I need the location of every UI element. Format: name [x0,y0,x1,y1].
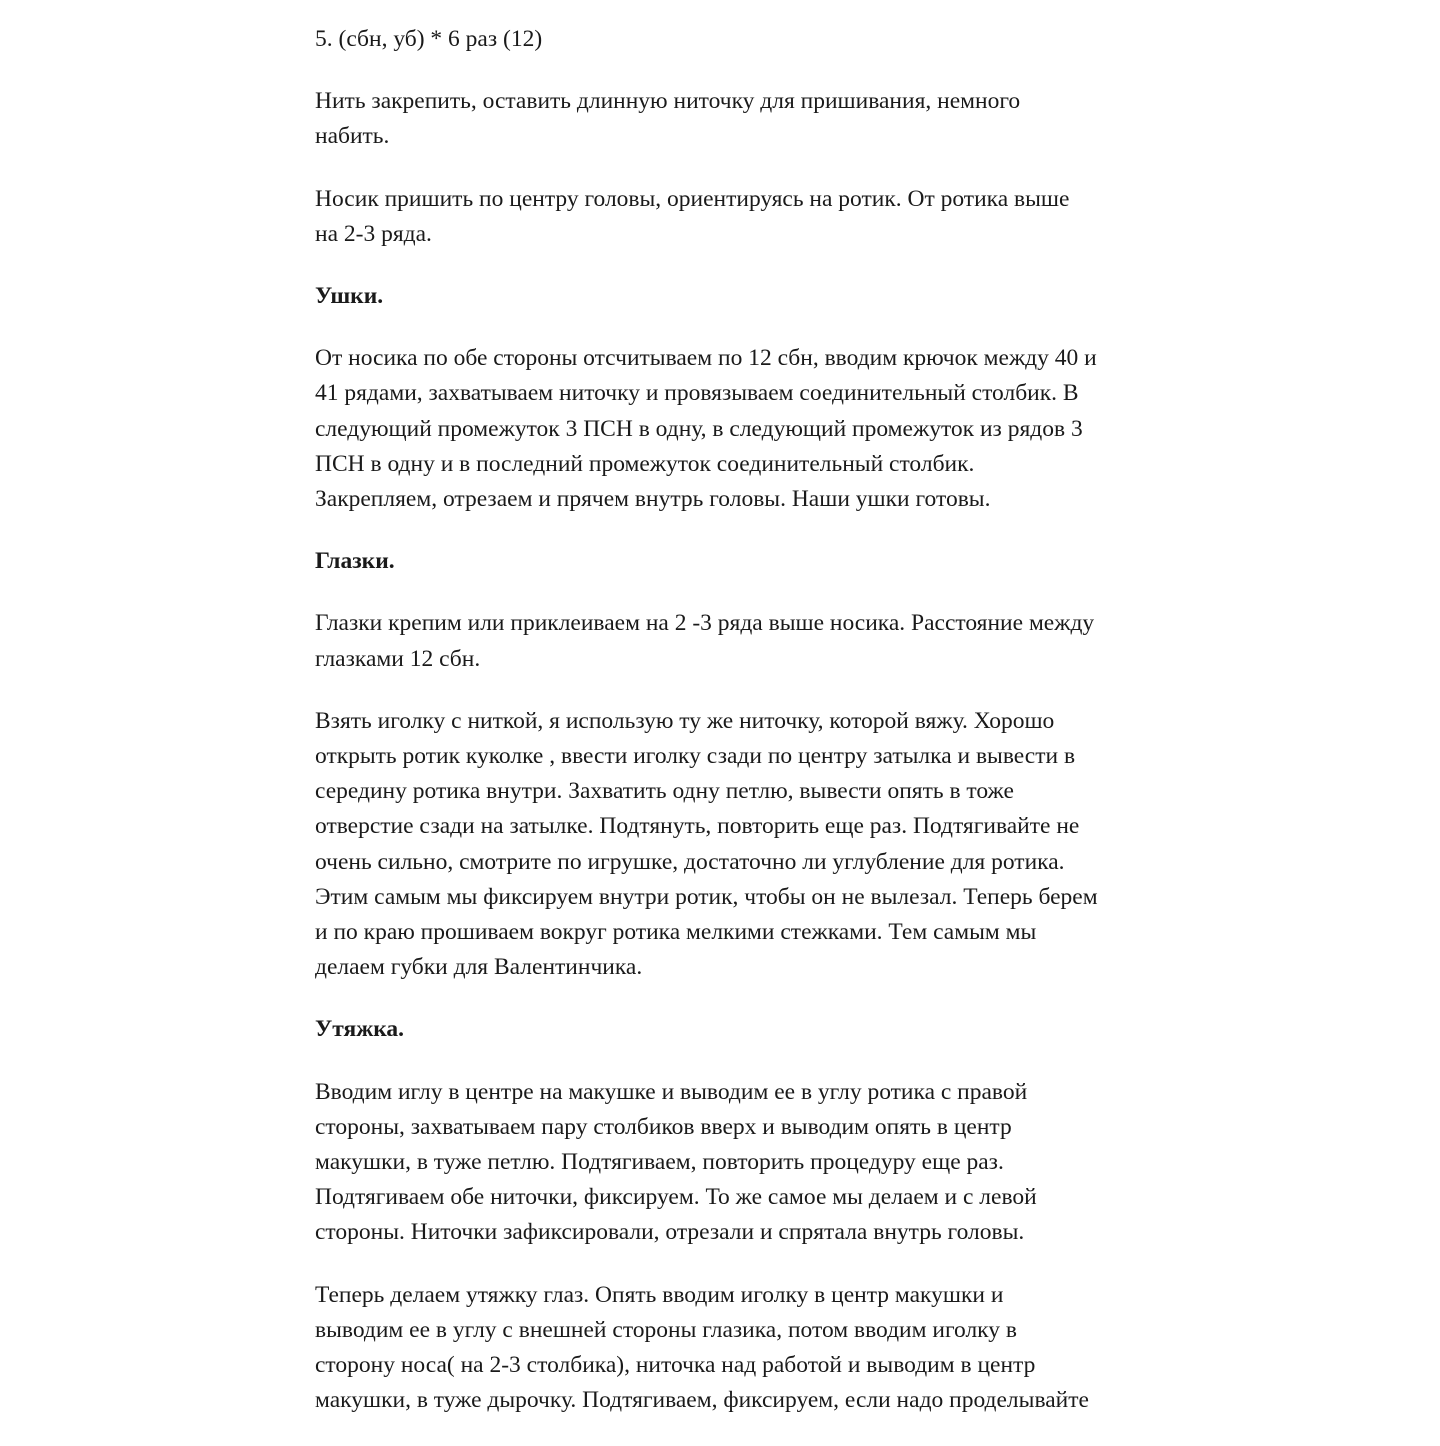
paragraph [315,182,1230,252]
text-line: Носик пришить по центру головы, ориентируясь на ротик. От ротика выше [315,185,1070,212]
text-line: и по краю прошиваем вокруг ротика мелкими стежками. Тем самым мы [315,919,1037,946]
text-line: Закрепляем, отрезаем и прячем внутрь головы. Наши ушки готовы. [315,486,991,513]
text-line: 41 рядами, захватываем ниточку и провязываем соединительный столбик. В [315,380,1079,407]
text-line: глазками 12 сбн. [315,645,481,672]
text-line: Глазки. [315,548,395,575]
text-line: ПСН в одну и в последний промежуток соединительный столбик. [315,450,975,477]
text-line: середину ротика внутри. Захватить одну петлю, вывести опять в тоже [315,778,1014,805]
paragraph [315,1278,1230,1419]
text-line: Вводим иглу в центре на макушке и выводим ее в углу ротика с правой [315,1078,1028,1105]
paragraph [315,22,1230,57]
text-line: макушки, в туже дырочку. Подтягиваем, фиксируем, если надо проделывайте [315,1387,1089,1414]
text-line: Подтягиваем обе ниточки, фиксируем. То же самое мы делаем и с левой [315,1184,1037,1211]
text-line: От носика по обе стороны отсчитываем по 12 сбн, вводим крючок между 40 и [315,345,1097,372]
paragraph [315,84,1230,154]
section-heading [315,279,1230,314]
text-line: Теперь делаем утяжку глаз. Опять вводим иголку в центр макушки и [315,1281,1004,1308]
text-line: стороны. Ниточки зафиксировали, отрезали и спрятала внутрь головы. [315,1219,1025,1246]
text-line: следующий промежуток 3 ПСН в одну, в следующий промежуток из рядов 3 [315,415,1083,442]
text-line: Глазки крепим или приклеиваем на 2 -3 ряда выше носика. Расстояние между [315,610,1095,637]
text-line: макушки, в туже петлю. Подтягиваем, повторить процедуру еще раз. [315,1149,1004,1176]
paragraph [315,341,1230,517]
text-line: 5. (сбн, уб) * 6 раз (12) [315,26,543,52]
section-heading [315,544,1230,579]
document-body [315,22,1230,1446]
text-line: сторону носа( на 2-3 столбика), ниточка над работой и выводим в центр [315,1352,1036,1379]
text-line: открыть ротик куколке , ввести иголку сзади по центру затылка и вывести в [315,743,1076,770]
text-line: выводим ее в углу с внешней стороны глазика, потом вводим иголку в [315,1316,1017,1343]
text-line: стороны, захватываем пару столбиков вверх и выводим опять в центр [315,1113,1012,1140]
paragraph [315,704,1230,986]
paragraph [315,606,1230,676]
paragraph [315,1075,1230,1251]
text-line: Этим самым мы фиксируем внутри ротик, чтобы он не вылезал. Теперь берем [315,883,1098,910]
section-heading [315,1012,1230,1047]
text-line: на 2-3 ряда. [315,220,432,247]
text-line: Взять иголку с ниткой, я использую ту же ниточку, которой вяжу. Хорошо [315,707,1055,734]
text-line: Ушки. [315,283,384,310]
text-line: Утяжка. [315,1016,405,1043]
text-line: отверстие сзади на затылке. Подтянуть, повторить еще раз. Подтягивайте не [315,813,1080,840]
text-line: делаем губки для Валентинчика. [315,954,643,981]
text-line: набить. [315,123,390,150]
text-line: Нить закрепить, оставить длинную ниточку для пришивания, немного [315,88,1021,115]
text-line: очень сильно, смотрите по игрушке, достаточно ли углубление для ротика. [315,848,1065,875]
